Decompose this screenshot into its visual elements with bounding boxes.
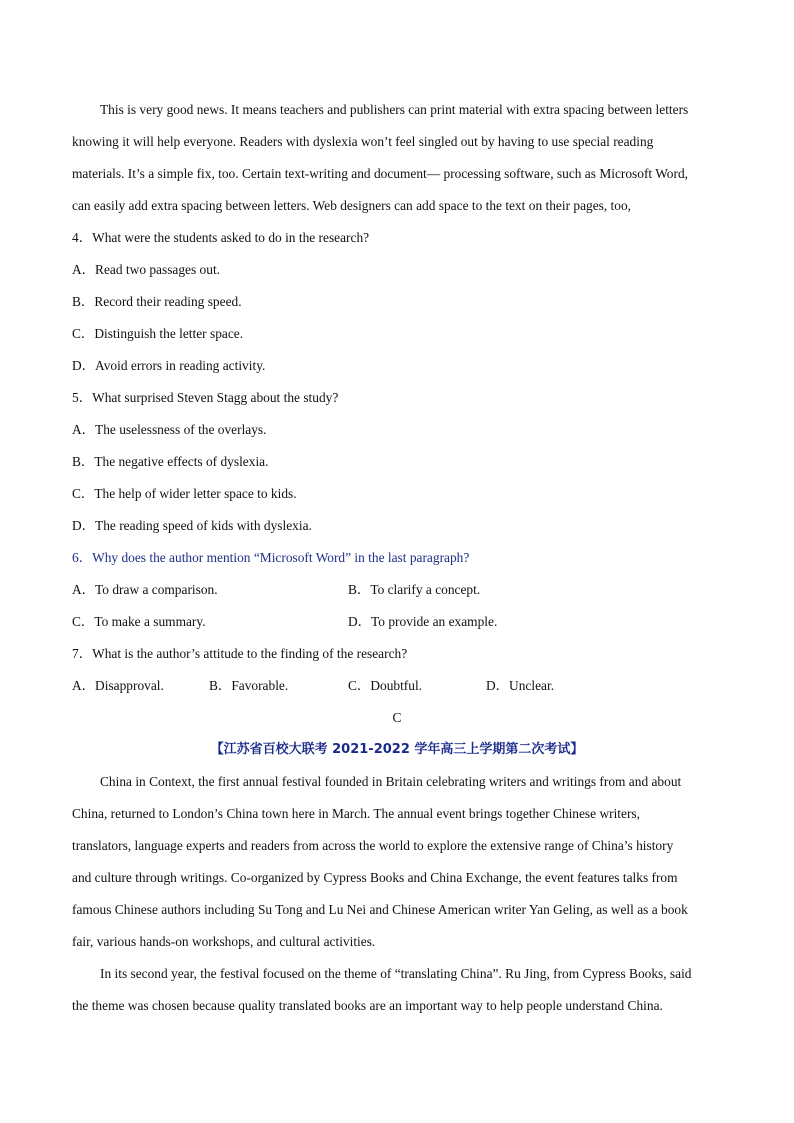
section-label: C [392,710,402,725]
document-page [72,97,722,1025]
paragraph-line: fair, various hands-on workshops, and cultural activities. [72,934,376,949]
question-7-option-c: C．Doubtful. [348,678,423,693]
question-6-stem: 6．Why does the author mention “Microsoft Word” in the last paragraph? [72,550,470,565]
paragraph-line: translators, language experts and readers from across the world to explore the extensive range of China’s history [72,838,674,853]
question-4-option-b: B．Record their reading speed. [72,294,242,309]
source-heading: 【江苏省百校大联考 2021-2022 学年高三上学期第二次考试】 [210,742,584,757]
paragraph-line: materials. It’s a simple fix, too. Certain text-writing and document— processing software, such as Microsoft Word, [72,166,688,181]
paragraph-line: the theme was chosen because quality translated books are an important way to help people understand China. [72,998,663,1013]
question-4-stem: 4．What were the students asked to do in the research? [72,230,370,245]
question-5-option-b: B．The negative effects of dyslexia. [72,454,269,469]
paragraph-line: This is very good news. It means teachers and publishers can print material with extra spacing between letters [100,102,689,117]
paragraph-line: China in Context, the first annual festival founded in Britain celebrating writers and writings from and about [100,774,682,789]
paragraph-line: In its second year, the festival focused on the theme of “translating China”. Ru Jing, from Cypress Books, said [100,966,692,981]
question-4-option-c: C．Distinguish the letter space. [72,326,244,341]
question-4-option-a: A．Read two passages out. [72,262,221,277]
question-5-stem: 5．What surprised Steven Stagg about the study? [72,390,339,405]
question-6-option-a: A．To draw a comparison. [72,582,218,597]
question-5-option-c: C．The help of wider letter space to kids. [72,486,297,501]
question-5-option-d: D．The reading speed of kids with dyslexia. [72,518,312,533]
paragraph-line: knowing it will help everyone. Readers with dyslexia won’t feel singled out by having to use special reading [72,134,654,149]
question-7-stem: 7．What is the author’s attitude to the finding of the research? [72,646,408,661]
question-4-option-d: D．Avoid errors in reading activity. [72,358,266,373]
paragraph-line: famous Chinese authors including Su Tong and Lu Nei and Chinese American writer Yan Geling, as well as a book [72,902,688,917]
paragraph-line: can easily add extra spacing between letters. Web designers can add space to the text on their pages, too, [72,198,632,213]
paragraph-line: and culture through writings. Co-organized by Cypress Books and China Exchange, the event features talks from [72,870,678,885]
question-7-option-b: B．Favorable. [209,678,289,693]
question-6-option-d: D．To provide an example. [348,614,498,629]
question-7-option-d: D．Unclear. [486,678,555,693]
question-6-option-b: B．To clarify a concept. [348,582,481,597]
question-6-option-c: C．To make a summary. [72,614,206,629]
question-6-options-row-1 [72,577,722,609]
question-7-options-row [72,673,722,705]
question-5-option-a: A．The uselessness of the overlays. [72,422,267,437]
question-7-option-a: A．Disapproval. [72,678,164,693]
question-6-options-row-2 [72,609,722,641]
paragraph-line: China, returned to London’s China town here in March. The annual event brings together Chinese writers, [72,806,640,821]
